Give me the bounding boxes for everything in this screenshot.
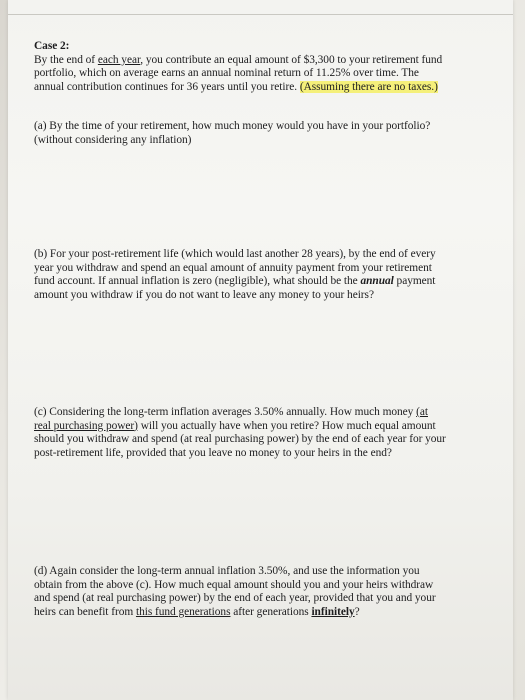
annual-emphasis: annual — [360, 275, 394, 288]
case-title: Case 2: — [34, 40, 70, 52]
intro-text: , you contribute an equal amount of $3,300 to your retirement fund — [140, 53, 443, 66]
question-c-line-3: should you withdraw and spend (at real purchasing power) by the end of each year for your — [34, 433, 446, 446]
question-d-text: ? — [354, 605, 360, 618]
question-a-line-1: (a) By the time of your retirement, how much money would you have in your portfolio? — [34, 120, 431, 132]
question-b-line-1: (b) For your post-retirement life (which would last another 28 years), by the end of every — [34, 248, 436, 260]
intro-line-3 — [34, 81, 496, 95]
question-b-text: payment — [393, 275, 436, 288]
intro-text: By the end of — [34, 53, 98, 66]
case-intro-section — [34, 40, 496, 94]
question-d-line-2: obtain from the above (c). How much equal amount should you and your heirs withdraw — [34, 578, 434, 591]
question-b-line-2: year you withdraw and spend an equal amount of annuity payment from your retirement — [34, 261, 432, 274]
question-a-line-2: (without considering any inflation) — [34, 133, 192, 146]
question-a — [34, 120, 496, 147]
question-c — [34, 406, 496, 460]
question-c-text: (c) Considering the long-term inflation averages 3.50% annually. How much money — [34, 406, 417, 418]
question-b-text: fund account. If annual inflation is zero (negligible), what should be the — [34, 275, 361, 288]
question-c-line-4: post-retirement life, provided that you leave no money to your heirs in the end? — [34, 446, 392, 459]
intro-line-1 — [34, 54, 496, 68]
real-purchasing-power-underline: (at — [416, 406, 428, 418]
question-d-line-4 — [34, 606, 496, 620]
question-c-text: will you actually have when you retire? How much equal amount — [137, 419, 436, 432]
question-d — [34, 565, 496, 619]
intro-underlined-each-year: each year — [97, 53, 141, 66]
intro-text: annual contribution continues for 36 years until you retire. — [34, 80, 300, 93]
question-d-line-3: and spend (at real purchasing power) by the end of each year, provided that you and your — [34, 592, 436, 605]
question-b-line-3 — [34, 275, 496, 289]
intro-line-2: portfolio, which on average earns an annual nominal return of 11.25% over time. The — [34, 67, 419, 80]
real-purchasing-power-underline: real purchasing power) — [34, 419, 138, 432]
question-d-text: after generations — [230, 605, 312, 618]
top-rule — [8, 14, 513, 15]
question-b-line-4: amount you withdraw if you do not want to leave any money to your heirs? — [34, 288, 374, 301]
question-d-line-1: (d) Again consider the long-term annual inflation 3.50%, and use the information you — [34, 565, 420, 577]
question-c-line-1 — [34, 406, 496, 420]
document-page — [8, 0, 513, 700]
no-taxes-highlight: (Assuming there are no taxes.) — [299, 80, 438, 93]
infinitely-emphasis: infinitely — [311, 605, 355, 618]
question-d-text: heirs can benefit from — [34, 605, 136, 618]
question-b — [34, 248, 496, 302]
this-fund-generations-underline: this fund generations — [135, 605, 231, 618]
question-c-line-2 — [34, 420, 496, 434]
